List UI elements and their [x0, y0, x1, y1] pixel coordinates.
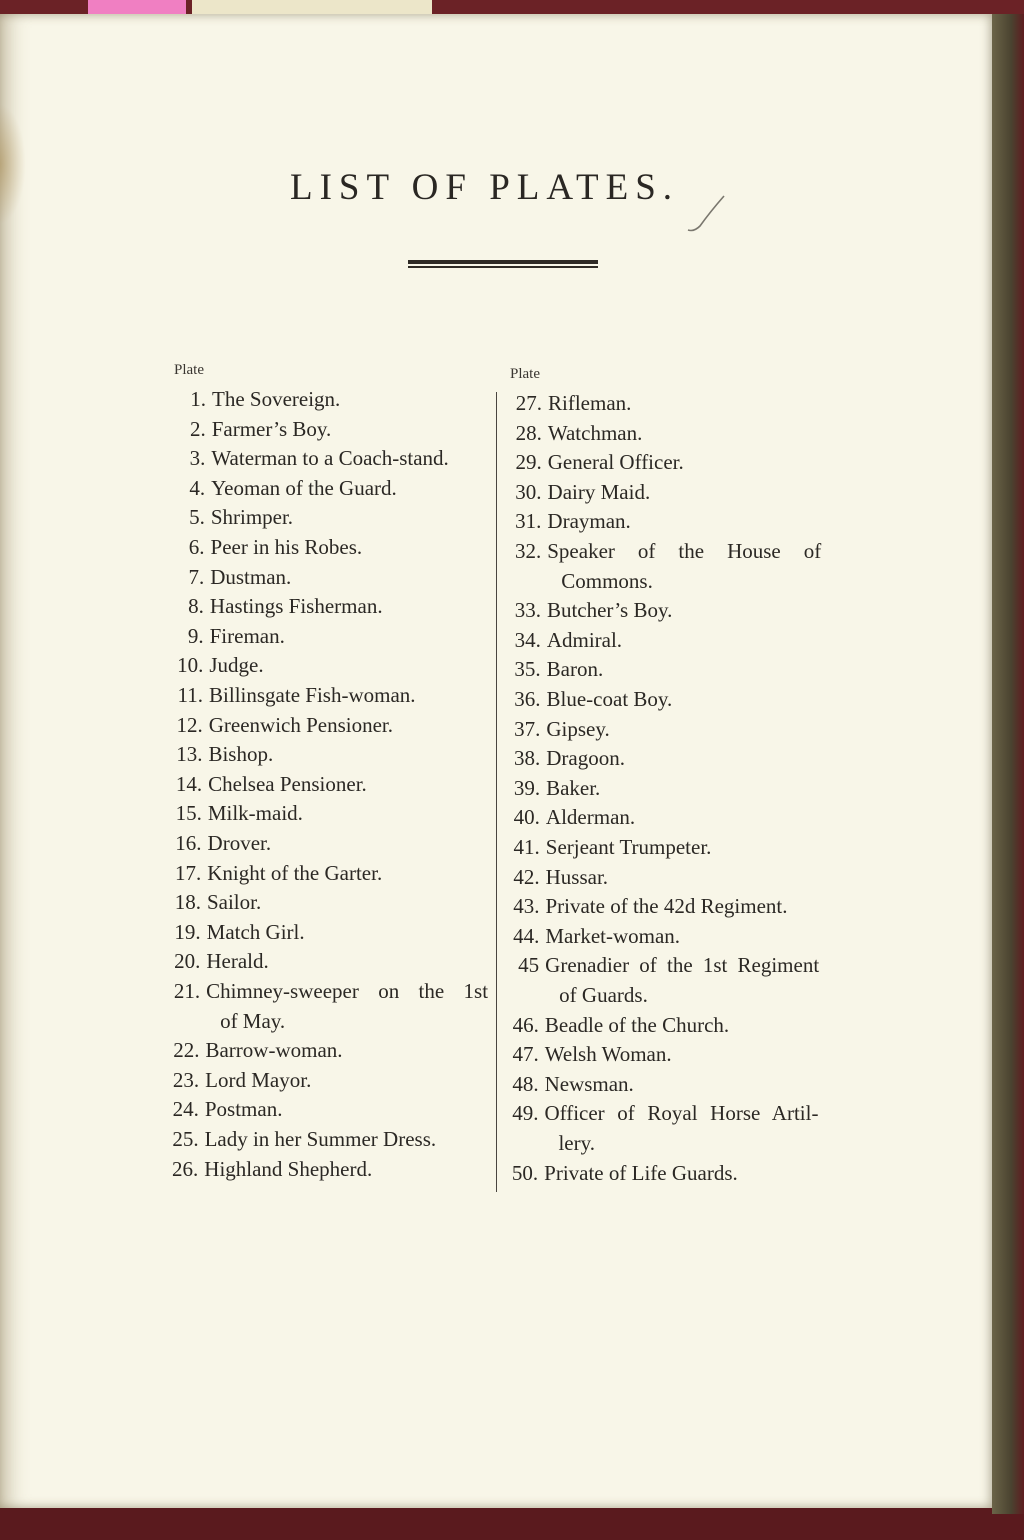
plate-title-continuation: of Guards.: [559, 982, 648, 1007]
plate-number: 38.: [513, 746, 541, 771]
plate-title: Match Girl.: [206, 919, 305, 944]
plate-entry: [161, 919, 305, 945]
plate-number: 17.: [175, 860, 202, 885]
plate-entry: [500, 864, 608, 890]
plate-number: 6.: [188, 535, 205, 559]
plate-title: Dustman.: [210, 564, 292, 589]
plate-number: 34.: [514, 627, 541, 652]
plate-entry: [499, 1041, 672, 1067]
plate-entry: [165, 504, 293, 530]
plate-number: 12.: [176, 712, 203, 737]
plate-entry: [158, 1156, 372, 1182]
plate-number: 5.: [189, 505, 205, 530]
plate-title: Baker.: [546, 775, 601, 800]
plate-entry: [165, 534, 363, 560]
plate-number: 40.: [513, 805, 540, 830]
plate-title: Welsh Woman.: [544, 1042, 672, 1067]
plate-title: Hastings Fisherman.: [209, 594, 383, 619]
plate-number: 7.: [188, 564, 205, 589]
plate-entry: [498, 1100, 818, 1156]
plate-title: Private of Life Guards.: [544, 1160, 738, 1185]
plate-title: Rifleman.: [548, 391, 632, 415]
plate-number: 39.: [513, 775, 541, 800]
plate-title: Hussar.: [545, 864, 609, 889]
plate-number: 28.: [515, 420, 542, 445]
plate-number: 44.: [513, 923, 540, 948]
plate-number: 37.: [514, 716, 541, 741]
plate-title: Barrow-woman.: [205, 1038, 343, 1063]
plate-number: 46.: [512, 1012, 539, 1037]
plate-title: Gipsey.: [546, 716, 610, 741]
plate-entry: [501, 538, 821, 594]
plate-title: Grenadier of the 1st Regiment: [545, 953, 820, 978]
plate-entry: [164, 564, 291, 590]
plate-entry: [498, 1160, 738, 1186]
plate-entry: [159, 1037, 342, 1063]
plate-title: Postman.: [204, 1097, 283, 1122]
plate-number: 29.: [515, 450, 542, 475]
plate-number: 30.: [515, 479, 542, 504]
plate-entry: [502, 420, 643, 446]
plate-number: 32.: [515, 539, 542, 563]
plate-number: 45: [518, 953, 540, 978]
plate-title: Waterman to a Coach-stand.: [211, 446, 449, 471]
page-stain: [0, 104, 26, 224]
plate-number: 33.: [514, 598, 541, 623]
plate-number: 9.: [187, 623, 204, 648]
plate-title-continuation: of May.: [220, 1008, 286, 1033]
plate-number: 25.: [172, 1127, 199, 1151]
plate-entry: [500, 716, 609, 742]
plate-number: 10.: [177, 653, 204, 678]
plate-entry: [501, 508, 630, 534]
bookmark-tab-pink: [88, 0, 186, 14]
book-page: [0, 14, 994, 1508]
plate-entry: [501, 627, 622, 653]
plate-number: 11.: [177, 683, 204, 707]
plate-entry: [166, 416, 332, 442]
plate-number: 2.: [189, 416, 206, 441]
plate-entry: [159, 1096, 283, 1122]
plate-number: 16.: [175, 831, 202, 855]
plate-number: 8.: [188, 594, 204, 619]
plate-title-continuation: Commons.: [561, 568, 653, 593]
plate-entry: [500, 775, 600, 801]
plate-number: 41.: [513, 835, 540, 859]
plate-entry: [501, 686, 673, 712]
plate-number: 4.: [189, 475, 206, 500]
plate-title: Private of the 42d Regiment.: [545, 894, 788, 919]
plate-title: Highland Shepherd.: [204, 1156, 373, 1181]
plate-entry: [499, 893, 787, 919]
bookmark-tab-paper: [192, 0, 432, 14]
plate-title: Beadle of the Church.: [544, 1012, 730, 1037]
plate-title: Butcher’s Boy.: [546, 598, 673, 623]
plate-title: Greenwich Pensioner.: [208, 712, 394, 737]
plate-title: Bishop.: [208, 742, 274, 767]
plate-entry: [502, 479, 651, 505]
plate-entry: [165, 445, 448, 471]
plate-entry: [502, 449, 684, 475]
plate-number: 49.: [512, 1101, 539, 1126]
plate-number: 1.: [190, 387, 206, 411]
plate-entry: [166, 386, 340, 412]
title-rule: [408, 260, 598, 270]
plate-title: Drayman.: [547, 509, 631, 534]
plate-entry: [162, 830, 272, 856]
plate-entry: [163, 712, 393, 738]
plate-entry: [165, 475, 397, 501]
plate-title: Baron.: [546, 657, 604, 682]
plate-title: Lord Mayor.: [205, 1067, 312, 1092]
plate-entry: [500, 745, 625, 771]
plate-entry: [159, 1126, 437, 1152]
plate-number: 23.: [172, 1067, 200, 1092]
plate-title: Lady in her Summer Dress.: [204, 1127, 437, 1151]
plate-title: Newsman.: [544, 1071, 634, 1096]
plate-entry: [499, 1071, 634, 1097]
plate-title: Yeoman of the Guard.: [211, 475, 397, 500]
plate-entry: [161, 860, 382, 886]
plate-number: 13.: [176, 742, 203, 767]
plate-number: 50.: [511, 1160, 539, 1185]
plate-title: Dairy Maid.: [547, 479, 651, 504]
column-divider: [496, 392, 497, 1192]
plate-entry: [160, 978, 488, 1034]
plate-title: Sailor.: [206, 890, 262, 915]
plate-number: 15.: [175, 801, 202, 826]
plate-title: Serjeant Trumpeter.: [545, 835, 712, 859]
plate-title: Watchman.: [547, 420, 643, 445]
plate-entry: [161, 889, 261, 915]
plate-number: 19.: [174, 919, 201, 944]
plate-title: Fireman.: [209, 623, 285, 648]
plate-entry: [162, 741, 273, 767]
plate-title-continuation: lery.: [558, 1130, 595, 1155]
page-fore-edge: [992, 14, 1024, 1514]
pencil-tick-mark: [680, 190, 728, 236]
plate-entry: [163, 682, 416, 708]
plate-number: 24.: [172, 1097, 199, 1122]
plate-title: Farmer’s Boy.: [211, 416, 332, 441]
plate-number: 18.: [174, 890, 201, 915]
plate-entry: [164, 593, 383, 619]
plate-entry: [500, 804, 635, 830]
plate-title: Herald.: [206, 949, 269, 974]
plate-entry: [163, 652, 263, 678]
plate-number: 26.: [172, 1156, 199, 1181]
plate-title: Dragoon.: [546, 746, 625, 771]
plate-title: Shrimper.: [210, 505, 294, 530]
plate-entry: [499, 923, 680, 949]
plate-title: Chimney-sweeper on the 1st: [206, 979, 489, 1003]
plate-entry: [501, 597, 672, 623]
plate-entry: [162, 771, 367, 797]
plate-entry: [502, 390, 631, 416]
plate-number: 43.: [513, 894, 540, 919]
plate-entry: [501, 656, 604, 682]
plate-title: Alderman.: [545, 805, 636, 830]
plate-entry: [160, 948, 268, 974]
plate-title: Officer of Royal Horse Artil-: [544, 1101, 819, 1126]
plate-number: 22.: [173, 1038, 200, 1063]
plate-number: 36.: [514, 687, 541, 711]
plate-number: 3.: [189, 446, 206, 471]
column-heading-left: Plate: [174, 362, 204, 378]
plate-title: Market-woman.: [545, 923, 681, 948]
plate-title: Blue-coat Boy.: [546, 687, 673, 711]
plate-title: Milk-maid.: [207, 801, 303, 826]
plate-entry: [500, 834, 712, 860]
plate-title: Chelsea Pensioner.: [208, 771, 367, 796]
plate-title: Drover.: [207, 831, 272, 855]
plate-number: 47.: [512, 1042, 539, 1067]
plate-entry: [159, 1067, 311, 1093]
plate-number: 35.: [514, 657, 541, 682]
page-title: LIST OF PLATES.: [290, 167, 680, 208]
plate-number: 21.: [173, 979, 201, 1003]
plate-number: 48.: [512, 1071, 539, 1096]
plate-title: General Officer.: [547, 450, 684, 475]
plate-entry: [499, 952, 819, 1008]
plate-title: Knight of the Garter.: [207, 860, 383, 885]
plate-number: 14.: [175, 771, 203, 796]
plate-title: Admiral.: [546, 627, 623, 652]
plate-number: 42.: [513, 864, 540, 889]
plate-entry: [162, 800, 303, 826]
plate-title: Peer in his Robes.: [210, 535, 363, 559]
plate-number: 27.: [515, 391, 542, 415]
column-heading-right: Plate: [510, 366, 540, 382]
plate-entry: [499, 1012, 729, 1038]
plate-title: The Sovereign.: [212, 387, 341, 411]
plate-number: 20.: [174, 949, 201, 974]
plate-title: Judge.: [209, 653, 264, 678]
plate-number: 31.: [515, 509, 542, 534]
plate-title: Billinsgate Fish-woman.: [209, 683, 416, 707]
plate-title: Speaker of the House of: [547, 539, 822, 563]
plate-entry: [164, 623, 285, 649]
